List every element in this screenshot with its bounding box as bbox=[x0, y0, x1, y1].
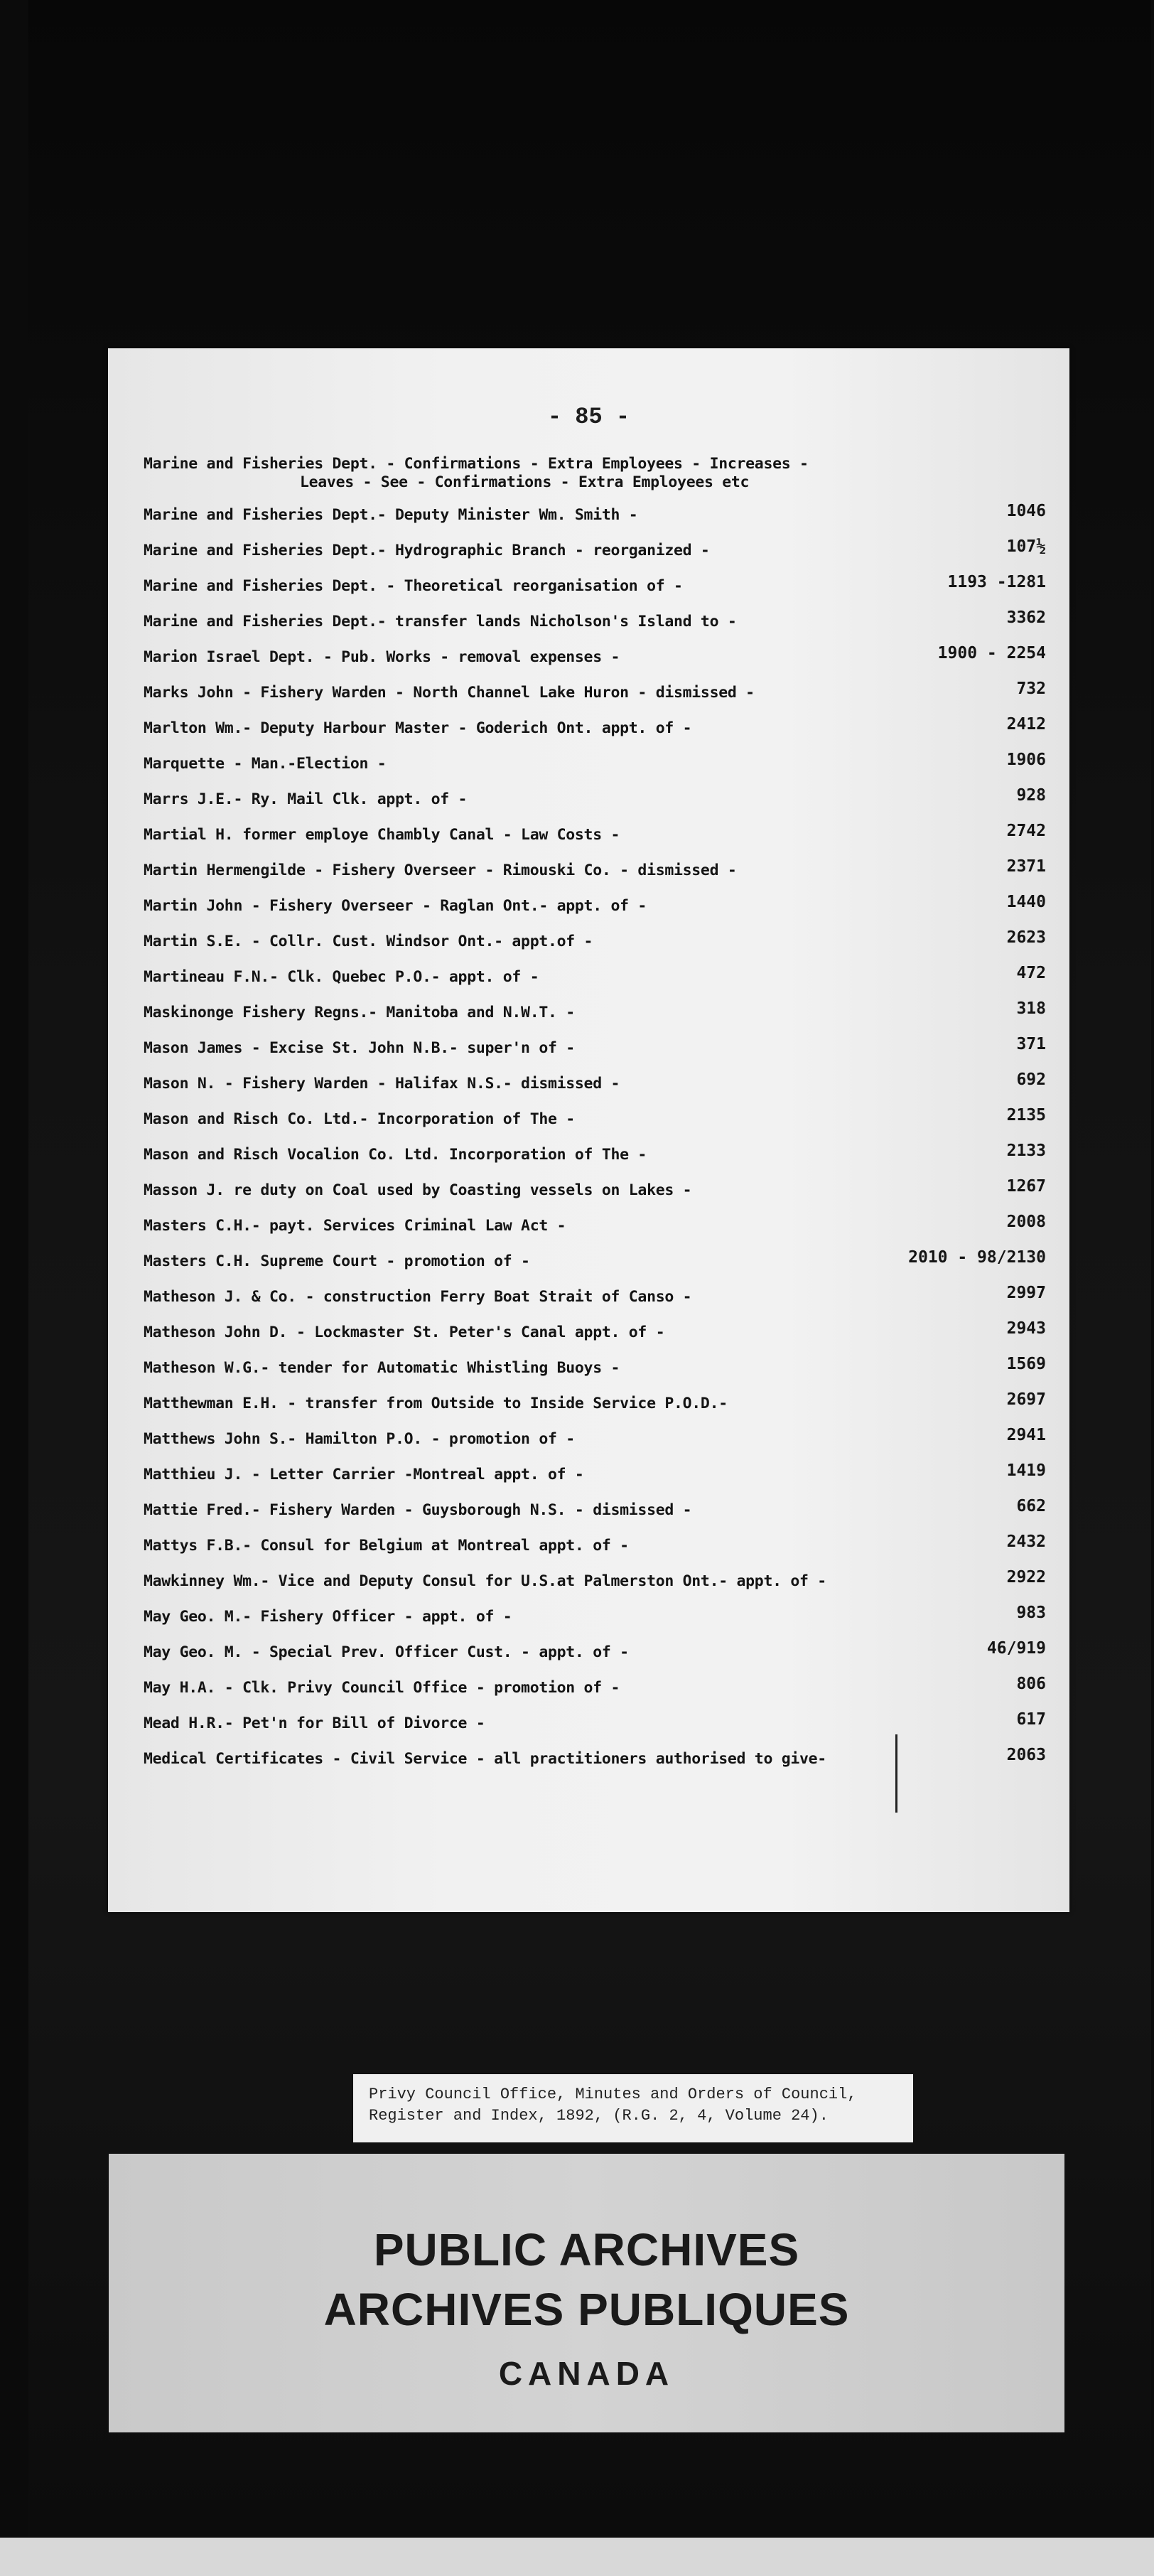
entry-text: Masson J. re duty on Coal used by Coasting vessels on Lakes - bbox=[144, 1181, 692, 1199]
index-entry bbox=[144, 997, 1046, 1032]
entry-text: Matthewman E.H. - transfer from Outside to Inside Service P.O.D.- bbox=[144, 1395, 728, 1412]
entry-page-ref: 46/919 bbox=[986, 1639, 1046, 1658]
index-entry bbox=[144, 1672, 1046, 1707]
entry-page-ref: 2371 bbox=[1006, 857, 1046, 876]
entry-text: May Geo. M.- Fishery Officer - appt. of - bbox=[144, 1608, 512, 1626]
entry-text: Marion Israel Dept. - Pub. Works - removal expenses - bbox=[144, 648, 620, 666]
entry-page-ref: 1267 bbox=[1006, 1177, 1046, 1196]
entry-text: May H.A. - Clk. Privy Council Office - promotion of - bbox=[144, 1679, 620, 1697]
entry-page-ref: 2943 bbox=[1006, 1319, 1046, 1338]
index-entry bbox=[144, 1459, 1046, 1494]
entry-page-ref: 318 bbox=[1016, 999, 1046, 1018]
entry-page-ref: 928 bbox=[1016, 786, 1046, 805]
entry-page-ref: 2412 bbox=[1006, 715, 1046, 734]
index-entry bbox=[144, 925, 1046, 961]
entry-text: Mead H.R.- Pet'n for Bill of Divorce - bbox=[144, 1714, 485, 1732]
entry-page-ref: 1440 bbox=[1006, 893, 1046, 911]
entry-text: Mason N. - Fishery Warden - Halifax N.S.- dismissed - bbox=[144, 1075, 620, 1093]
entry-page-ref: 983 bbox=[1016, 1604, 1046, 1622]
entry-page-ref: 2941 bbox=[1006, 1426, 1046, 1444]
entry-text: Marine and Fisheries Dept.- Hydrographic Branch - reorganized - bbox=[144, 542, 710, 559]
entry-text: Mawkinney Wm.- Vice and Deputy Consul for U.S.at Palmerston Ont.- appt. of - bbox=[144, 1572, 826, 1590]
entry-page-ref: 692 bbox=[1016, 1070, 1046, 1089]
entry-page-ref: 371 bbox=[1016, 1035, 1046, 1053]
entry-text: Mason and Risch Vocalion Co. Ltd. Incorporation of The - bbox=[144, 1146, 647, 1164]
index-entry bbox=[144, 1139, 1046, 1174]
index-entry bbox=[144, 854, 1046, 890]
caption-line-1: Privy Council Office, Minutes and Orders of Council, bbox=[369, 2086, 857, 2103]
index-entry bbox=[144, 1423, 1046, 1459]
entry-text: Marquette - Man.-Election - bbox=[144, 755, 387, 773]
entry-text: Marlton Wm.- Deputy Harbour Master - Goderich Ont. appt. of - bbox=[144, 719, 692, 737]
index-entry bbox=[144, 1565, 1046, 1601]
entry-page-ref: 1419 bbox=[1006, 1461, 1046, 1480]
entry-text: Martin S.E. - Collr. Cust. Windsor Ont.- appt.of - bbox=[144, 933, 593, 950]
index-entry bbox=[144, 1352, 1046, 1388]
entry-subtext: Leaves - See - Confirmations - Extra Employees etc bbox=[300, 473, 750, 491]
index-entry bbox=[144, 1530, 1046, 1565]
entry-text: Marine and Fisheries Dept.- Deputy Minister Wm. Smith - bbox=[144, 506, 638, 524]
index-entry bbox=[144, 1245, 1046, 1281]
index-entry bbox=[144, 570, 1046, 606]
entry-page-ref: 472 bbox=[1016, 964, 1046, 982]
index-entry bbox=[144, 606, 1046, 641]
entry-page-ref: 1900 - 2254 bbox=[937, 644, 1046, 662]
pen-mark bbox=[895, 1734, 897, 1813]
entry-page-ref: 3362 bbox=[1006, 608, 1046, 627]
archives-banner bbox=[109, 2154, 1064, 2432]
page-number: - 85 - bbox=[547, 404, 630, 430]
entry-text: Medical Certificates - Civil Service - all practitioners authorised to give- bbox=[144, 1750, 826, 1768]
entry-text: Maskinonge Fishery Regns.- Manitoba and N.W.T. - bbox=[144, 1004, 575, 1021]
entry-text: Masters C.H.- payt. Services Criminal Law Act - bbox=[144, 1217, 566, 1235]
entry-text: Marine and Fisheries Dept.- transfer lands Nicholson's Island to - bbox=[144, 613, 737, 630]
entry-page-ref: 2997 bbox=[1006, 1284, 1046, 1302]
entry-text: Marine and Fisheries Dept. - Theoretical reorganisation of - bbox=[144, 577, 683, 595]
entry-text: Mason and Risch Co. Ltd.- Incorporation of The - bbox=[144, 1110, 575, 1128]
entry-text: Mattys F.B.- Consul for Belgium at Montreal appt. of - bbox=[144, 1537, 629, 1555]
entry-page-ref: 2742 bbox=[1006, 822, 1046, 840]
entry-page-ref: 2010 - 98/2130 bbox=[908, 1248, 1046, 1267]
entry-page-ref: 107½ bbox=[1006, 537, 1046, 556]
entry-text: Matthieu J. - Letter Carrier -Montreal appt. of - bbox=[144, 1466, 584, 1483]
entry-page-ref: 732 bbox=[1016, 680, 1046, 698]
archives-country: CANADA bbox=[498, 2355, 675, 2392]
index-entry bbox=[144, 535, 1046, 570]
entry-page-ref: 2063 bbox=[1006, 1746, 1046, 1764]
index-entry bbox=[144, 1103, 1046, 1139]
index-entries bbox=[144, 448, 1046, 1778]
entry-text: May Geo. M. - Special Prev. Officer Cust. - appt. of - bbox=[144, 1643, 629, 1661]
index-entry bbox=[144, 890, 1046, 925]
archives-title-english: PUBLIC ARCHIVES bbox=[373, 2224, 800, 2275]
entry-page-ref: 806 bbox=[1016, 1675, 1046, 1693]
index-entry bbox=[144, 1210, 1046, 1245]
entry-text: Marine and Fisheries Dept. - Confirmations - Extra Employees - Increases - bbox=[144, 455, 809, 473]
index-entry bbox=[144, 1281, 1046, 1316]
entry-page-ref: 1906 bbox=[1006, 751, 1046, 769]
entry-page-ref: 1569 bbox=[1006, 1355, 1046, 1373]
entry-page-ref: 1193 -1281 bbox=[947, 573, 1046, 591]
index-entry bbox=[144, 1743, 1046, 1778]
index-entry bbox=[144, 1601, 1046, 1636]
entry-text: Matthews John S.- Hamilton P.O. - promotion of - bbox=[144, 1430, 575, 1448]
caption-line-2: Register and Index, 1892, (R.G. 2, 4, Volume 24). bbox=[369, 2107, 829, 2125]
entry-text: Masters C.H. Supreme Court - promotion of - bbox=[144, 1252, 530, 1270]
index-entry bbox=[144, 819, 1046, 854]
entry-text: Martin John - Fishery Overseer - Raglan Ont.- appt. of - bbox=[144, 897, 647, 915]
entry-page-ref: 2135 bbox=[1006, 1106, 1046, 1125]
index-entry bbox=[144, 783, 1046, 819]
index-entry bbox=[144, 1494, 1046, 1530]
index-entry bbox=[144, 1388, 1046, 1423]
source-caption bbox=[353, 2074, 913, 2142]
index-entry bbox=[144, 641, 1046, 677]
entry-page-ref: 1046 bbox=[1006, 502, 1046, 520]
index-entry bbox=[144, 1174, 1046, 1210]
index-entry bbox=[144, 1316, 1046, 1352]
index-page bbox=[108, 348, 1069, 1912]
entry-page-ref: 2133 bbox=[1006, 1142, 1046, 1160]
entry-text: Marrs J.E.- Ry. Mail Clk. appt. of - bbox=[144, 790, 468, 808]
entry-page-ref: 2697 bbox=[1006, 1390, 1046, 1409]
entry-text: Matheson J. & Co. - construction Ferry Boat Strait of Canso - bbox=[144, 1288, 692, 1306]
entry-page-ref: 662 bbox=[1016, 1497, 1046, 1515]
archives-title-french: ARCHIVES PUBLIQUES bbox=[323, 2284, 850, 2335]
entry-text: Matheson W.G.- tender for Automatic Whistling Buoys - bbox=[144, 1359, 620, 1377]
entry-text: Martin Hermengilde - Fishery Overseer - Rimouski Co. - dismissed - bbox=[144, 862, 737, 879]
index-entry bbox=[144, 448, 1046, 499]
entry-text: Matheson John D. - Lockmaster St. Peter's Canal appt. of - bbox=[144, 1324, 665, 1341]
entry-page-ref: 617 bbox=[1016, 1710, 1046, 1729]
entry-text: Mason James - Excise St. John N.B.- super'n of - bbox=[144, 1039, 575, 1057]
entry-page-ref: 2922 bbox=[1006, 1568, 1046, 1587]
index-entry bbox=[144, 1032, 1046, 1068]
entry-text: Martial H. former employe Chambly Canal - Law Costs - bbox=[144, 826, 620, 844]
entry-text: Mattie Fred.- Fishery Warden - Guysborough N.S. - dismissed - bbox=[144, 1501, 692, 1519]
entry-page-ref: 2623 bbox=[1006, 928, 1046, 947]
entry-text: Martineau F.N.- Clk. Quebec P.O.- appt. of - bbox=[144, 968, 539, 986]
index-entry bbox=[144, 748, 1046, 783]
entry-page-ref: 2432 bbox=[1006, 1533, 1046, 1551]
index-entry bbox=[144, 1707, 1046, 1743]
film-edge bbox=[0, 2538, 1154, 2576]
index-entry bbox=[144, 1068, 1046, 1103]
entry-text: Marks John - Fishery Warden - North Channel Lake Huron - dismissed - bbox=[144, 684, 755, 702]
index-entry bbox=[144, 712, 1046, 748]
index-entry bbox=[144, 1636, 1046, 1672]
entry-page-ref: 2008 bbox=[1006, 1213, 1046, 1231]
index-entry bbox=[144, 677, 1046, 712]
index-entry bbox=[144, 499, 1046, 535]
index-entry bbox=[144, 961, 1046, 997]
